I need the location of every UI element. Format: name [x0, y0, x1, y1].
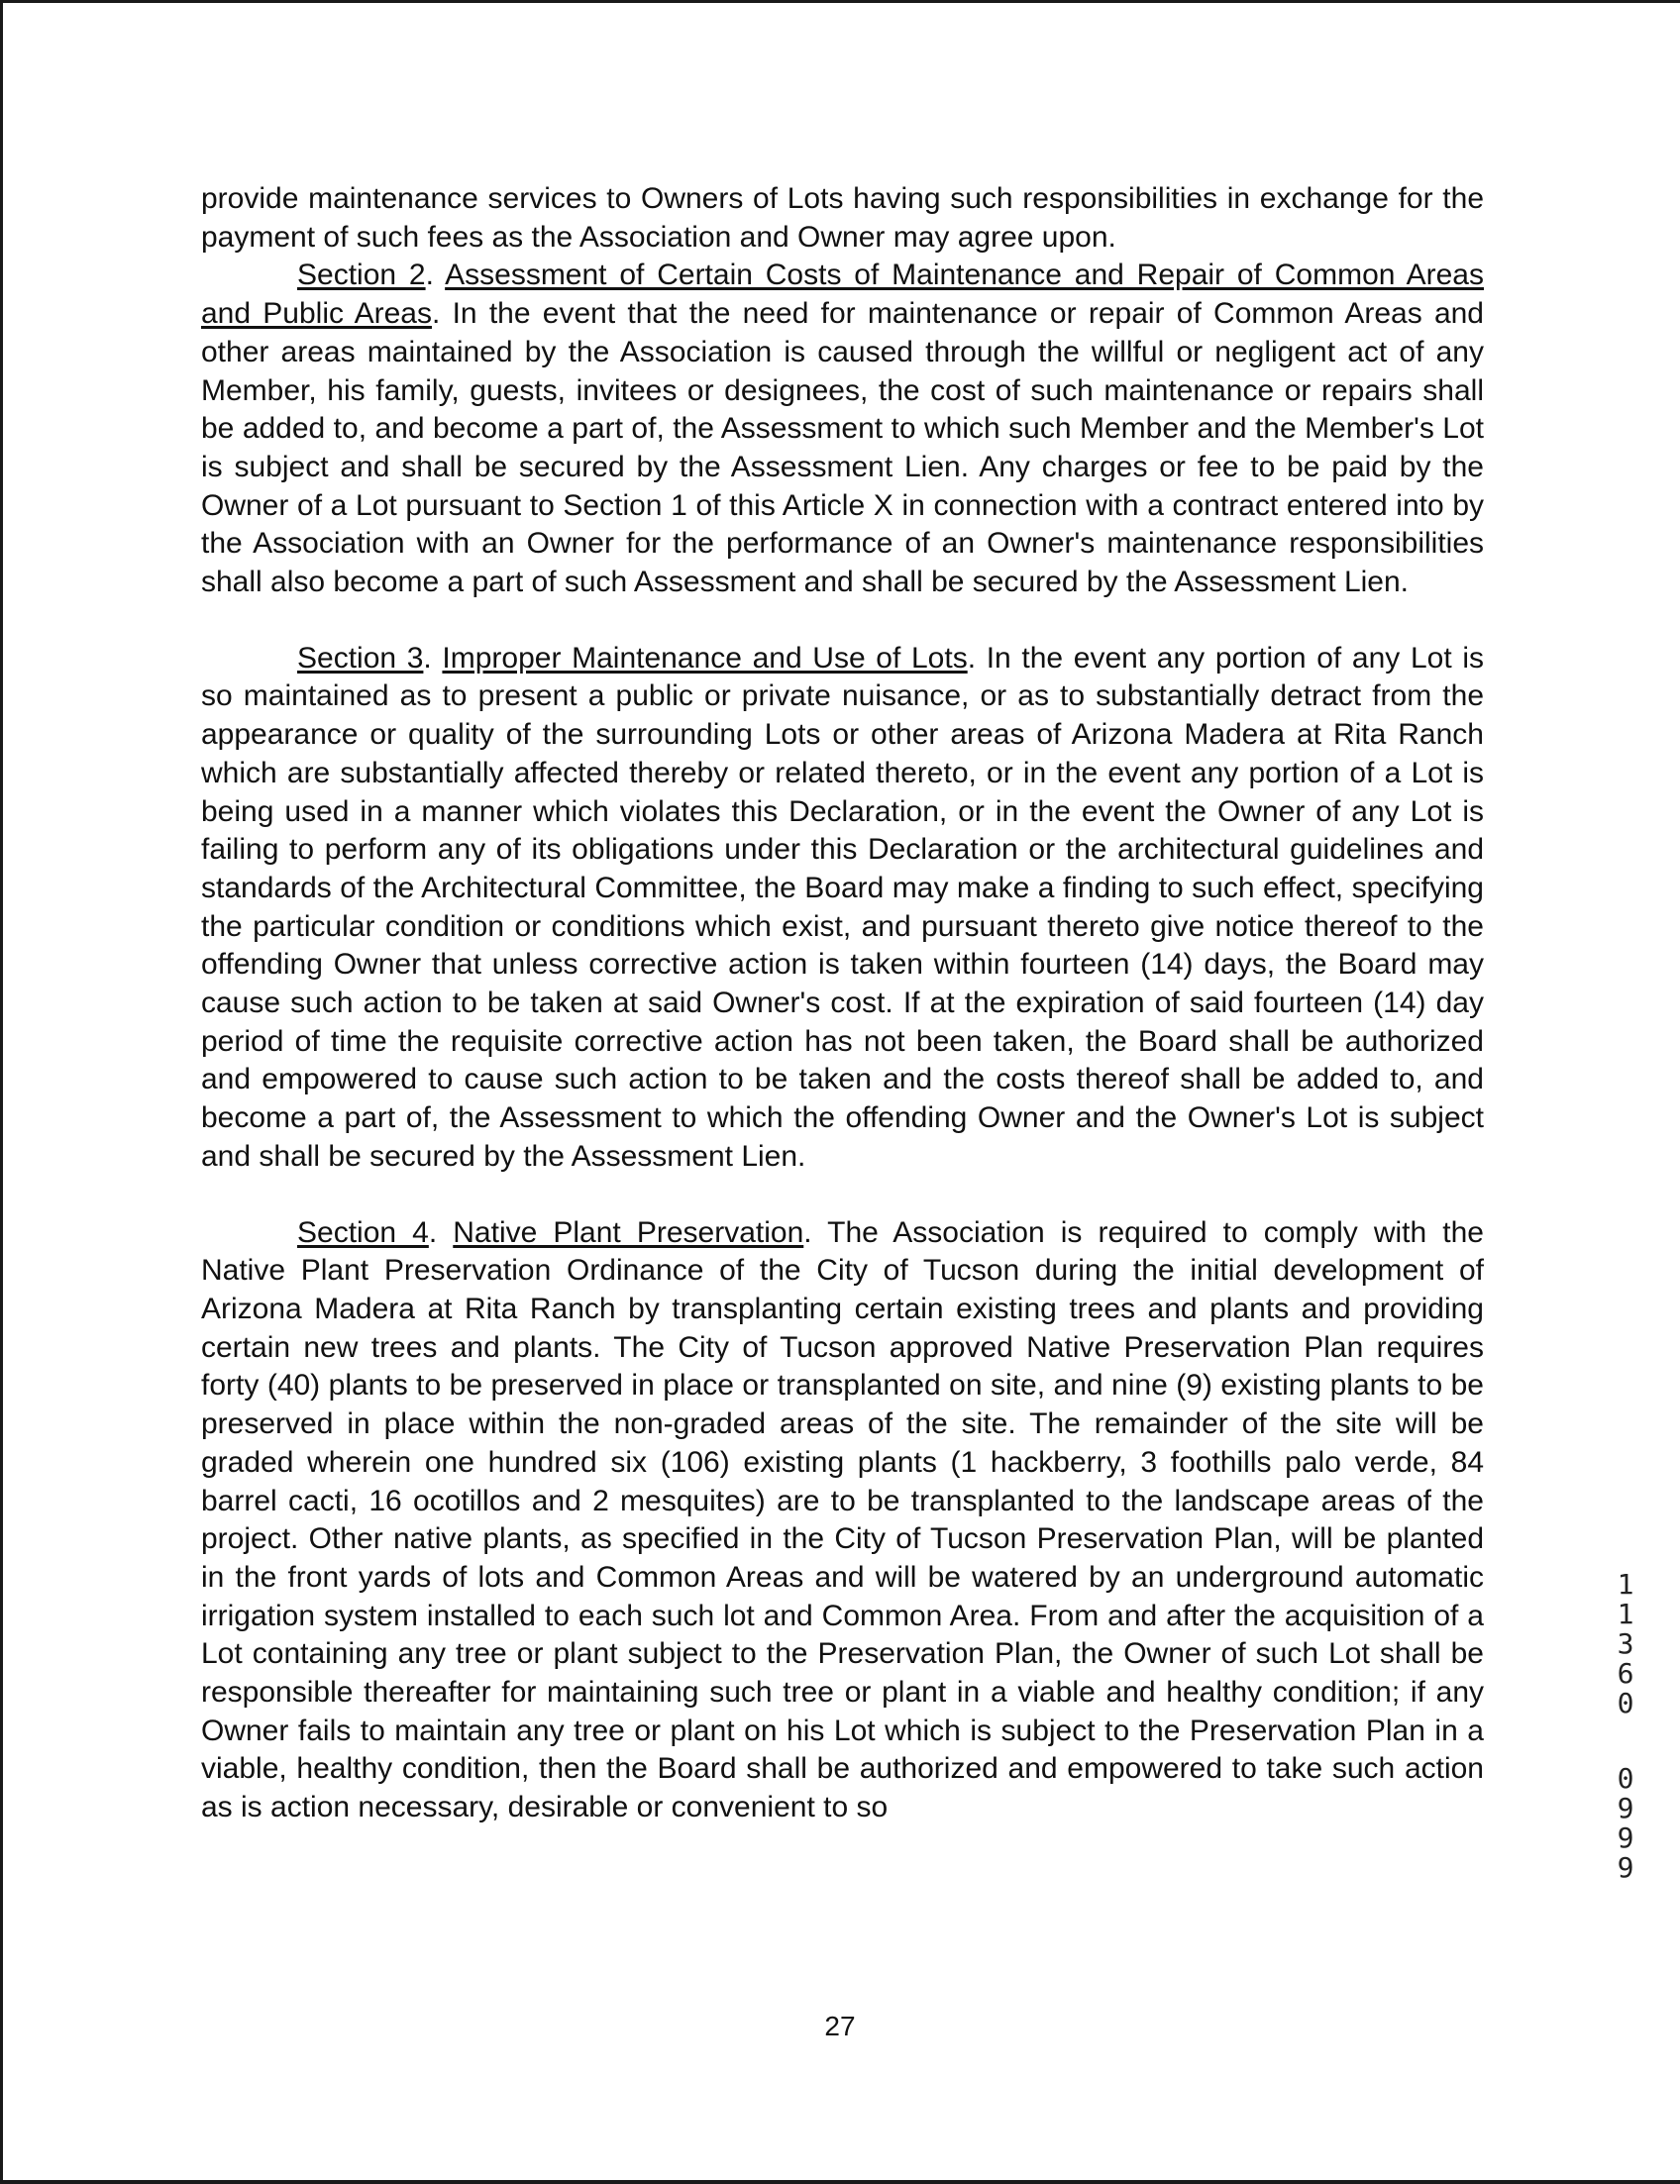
- section-4-body: The Association is required to comply with the Native Plant Preservation Ordinance of the City of Tucson during the initial development of Arizona Madera at Rita Ranch by transplanting certain existing trees and plants and providing certain new trees and plants. The City of Tucson approved Native Preservation Plan requires forty (40) plants to be preserved in place or transplanted on site, and nine (9) existing plants to be preserved in place within the non-graded areas of the site. The remainder of the site will be graded wherein one hundred six (106) existing plants (1 hackberry, 3 foothills palo verde, 84 barrel cacti, 16 ocotillos and 2 mesquites) are to be transplanted to the landscape areas of the project. Other native plants, as specified in the City of Tucson Preservation Plan, will be planted in the front yards of lots and Common Areas and will be watered by an underground automatic irrigation system installed to each such lot and Common Area. From and after the acquisition of a Lot containing any tree or plant subject to the Preservation Plan, the Owner of such Lot shall be responsible thereafter for maintaining such tree or plant in a viable and healthy condition; if any Owner fails to maintain any tree or plant on his Lot which is subject to the Preservation Plan in a viable, healthy condition, then the Board shall be authorized and empowered to take such action as is action necessary, desirable or convenient to so: [201, 1215, 1484, 1824]
- bates-digit: 1: [1617, 1598, 1634, 1630]
- continuation-paragraph: provide maintenance services to Owners of Lots having such responsibilities in exchange for the payment of such fees as the Association and Owner may agree upon.: [201, 182, 1484, 254]
- scan-edge-top: [0, 0, 1680, 3]
- page-number: 27: [824, 2011, 856, 2041]
- section-2-number: Section 2: [297, 259, 426, 292]
- scan-edge-left: [0, 0, 3, 2184]
- bates-digit: 9: [1617, 1821, 1634, 1854]
- scan-edge-bottom: [0, 2180, 1680, 2184]
- section-2-heading: Assessment of Certain Costs of Maintenance and Repair of Common Areas and Public Areas: [201, 259, 1484, 331]
- section-2-body: In the event that the need for maintenance or repair of Common Areas and other areas maintained by the Association is caused through the willful or negligent act of any Member, his family, guests, invitees or designees, the cost of such maintenance or repairs shall be added to, and become a part of, the Assessment to which such Member and the Member's Lot is subject and shall be secured by the Assessment Lien. Any charges or fee to be paid by the Owner of a Lot pursuant to Section 1 of this Article X in connection with a contract entered into by the Association with an Owner for the performance of an Owner's maintenance responsibilities shall also become a part of such Assessment and shall be secured by the Assessment Lien.: [201, 297, 1484, 599]
- section-4-number: Section 4: [297, 1215, 429, 1249]
- section-2-paragraph: Section 2. Assessment of Certain Costs of Maintenance and Repair of Common Areas and Public Areas. In the event that the need for maintenance or repair of Common Areas and other areas maintained by the Association is caused through the willful or negligent act of any Member, his family, guests, invitees or designees, the cost of such maintenance or repairs shall be added to, and become a part of, the Assessment to which such Member and the Member's Lot is subject and shall be secured by the Assessment Lien. Any charges or fee to be paid by the Owner of a Lot pursuant to Section 1 of this Article X in connection with a contract entered into by the Association with an Owner for the performance of an Owner's maintenance responsibilities shall also become a part of such Assessment and shall be secured by the Assessment Lien.: [201, 259, 1484, 599]
- bates-digit: 3: [1617, 1627, 1634, 1660]
- bates-digit: 0: [1617, 1762, 1634, 1795]
- bates-digit: 9: [1617, 1851, 1634, 1884]
- bates-digit: 0: [1617, 1687, 1634, 1719]
- section-3-number: Section 3: [297, 641, 424, 675]
- section-3-paragraph: Section 3. Improper Maintenance and Use of Lots. In the event any portion of any Lot is so maintained as to present a public or private nuisance, or as to substantially detract from the appearance or quality of the surrounding Lots or other areas of Arizona Madera at Rita Ranch which are substantially affected thereby or related thereto, or in the event any portion of a Lot is being used in a manner which violates this Declaration, or in the event the Owner of any Lot is failing to perform any of its obligations under this Declaration or the architectural guidelines and standards of the Architectural Committee, the Board may make a finding to such effect, specifying the particular condition or conditions which exist, and pursuant thereto give notice thereof to the offending Owner that unless corrective action is taken within fourteen (14) days, the Board may cause such action to be taken at said Owner's cost. If at the expiration of said fourteen (14) day period of time the requisite corrective action has not been taken, the Board shall be authorized and empowered to cause such action to be taken and the costs thereof shall be added to, and become a part of, the Assessment to which the offending Owner and the Owner's Lot is subject and shall be secured by the Assessment Lien.: [201, 641, 1484, 1173]
- bates-stamp: [1613, 1570, 1638, 1883]
- section-3-body: In the event any portion of any Lot is so maintained as to present a public or private nuisance, or as to substantially detract from the appearance or quality of the surrounding Lots or other areas of Arizona Madera at Rita Ranch which are substantially affected thereby or related thereto, or in the event any portion of a Lot is being used in a manner which violates this Declaration, or in the event the Owner of any Lot is failing to perform any of its obligations under this Declaration or the architectural guidelines and standards of the Architectural Committee, the Board may make a finding to such effect, specifying the particular condition or conditions which exist, and pursuant thereto give notice thereof to the offending Owner that unless corrective action is taken within fourteen (14) days, the Board may cause such action to be taken at said Owner's cost. If at the expiration of said fourteen (14) day period of time the requisite corrective action has not been taken, the Board shall be authorized and empowered to cause such action to be taken and the costs thereof shall be added to, and become a part of, the Assessment to which the offending Owner and the Owner's Lot is subject and shall be secured by the Assessment Lien.: [201, 641, 1484, 1173]
- section-3-heading: Improper Maintenance and Use of Lots: [442, 641, 968, 675]
- section-4-heading: Native Plant Preservation: [453, 1215, 804, 1249]
- section-4-paragraph: Section 4. Native Plant Preservation. The Association is required to comply with the Native Plant Preservation Ordinance of the City of Tucson during the initial development of Arizona Madera at Rita Ranch by transplanting certain existing trees and plants and providing certain new trees and plants. The City of Tucson approved Native Preservation Plan requires forty (40) plants to be preserved in place or transplanted on site, and nine (9) existing plants to be preserved in place within the non-graded areas of the site. The remainder of the site will be graded wherein one hundred six (106) existing plants (1 hackberry, 3 foothills palo verde, 84 barrel cacti, 16 ocotillos and 2 mesquites) are to be transplanted to the landscape areas of the project. Other native plants, as specified in the City of Tucson Preservation Plan, will be planted in the front yards of lots and Common Areas and will be watered by an underground automatic irrigation system installed to each such lot and Common Area. From and after the acquisition of a Lot containing any tree or plant subject to the Preservation Plan, the Owner of such Lot shall be responsible thereafter for maintaining such tree or plant in a viable and healthy condition; if any Owner fails to maintain any tree or plant on his Lot which is subject to the Preservation Plan in a viable, healthy condition, then the Board shall be authorized and empowered to take such action as is action necessary, desirable or convenient to so: [201, 1215, 1484, 1824]
- document-body: [201, 180, 1484, 1827]
- bates-digit: 9: [1617, 1792, 1634, 1824]
- bates-digit: 1: [1617, 1568, 1634, 1601]
- bates-digit: 6: [1617, 1657, 1634, 1690]
